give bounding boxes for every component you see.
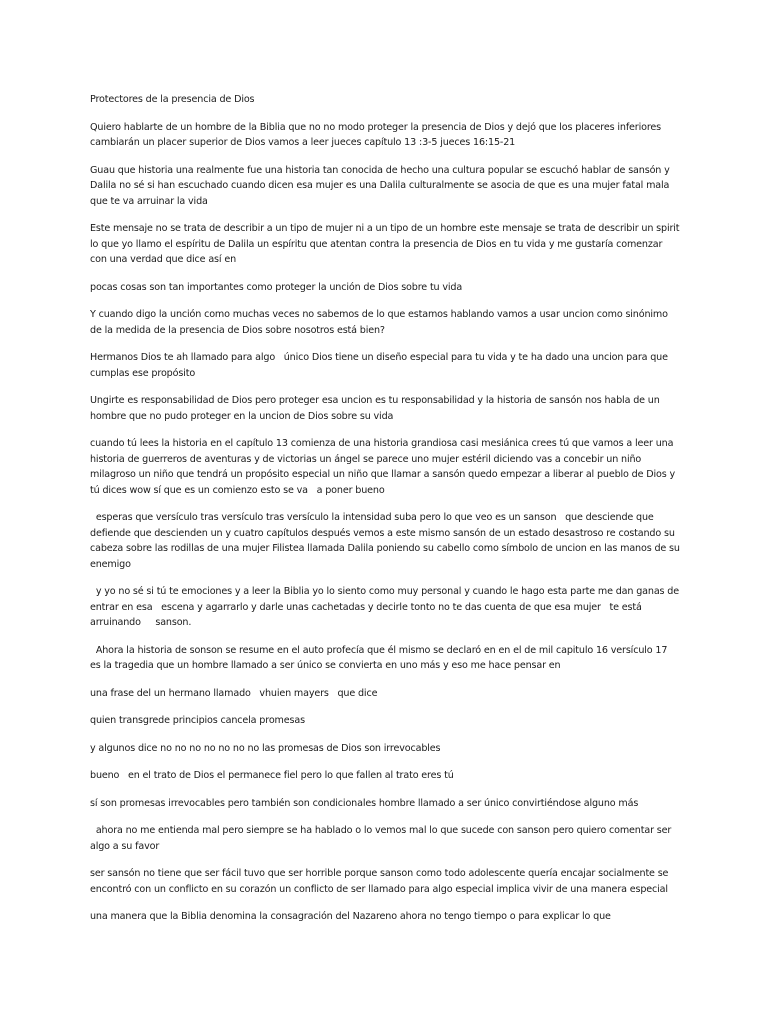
paragraph: Ungirte es responsabilidad de Dios pero proteger esa uncion es tu responsabilidad y la historia de sansón nos habla de un hombre que no pudo proteger en la uncion de Dios sobre su vida	[90, 395, 663, 422]
paragraph: y yo no sé si tú te emociones y a leer la Biblia yo lo siento como muy personal y cuando le hago esta parte me dan ganas de entrar en esa escena y agarrarlo y darle unas cachetadas y decirle tonto no te das cuenta de que esa mujer te está arruinando sanson.	[90, 586, 682, 628]
paragraph: ahora no me entienda mal pero siempre se ha hablado o lo vemos mal lo que sucede con sanson pero quiero comentar ser algo a su favor	[90, 825, 675, 852]
paragraph: bueno en el trato de Dios el permanece fiel pero lo que fallen al trato eres tú	[90, 770, 454, 781]
paragraph-list	[90, 120, 683, 925]
paragraph: pocas cosas son tan importantes como proteger la unción de Dios sobre tu vida	[90, 281, 463, 293]
paragraph: esperas que versículo tras versículo tras versículo la intensidad suba pero lo que veo es un sanson que desciende que defiende que descienden un y cuatro capítulos después vemos a este mismo sansón de un estado desastroso re costando su cabeza sobre las rodillas de una mujer Filistea llamada Dalila poniendo su cabello como símbolo de uncion en las manos de su enemigo	[90, 512, 683, 570]
document-title: Protectores de la presencia de Dios	[90, 94, 255, 105]
paragraph: quien transgrede principios cancela promesas	[90, 715, 305, 726]
paragraph: Y cuando digo la unción como muchas veces no sabemos de lo que estamos hablando vamos a usar uncion como sinónimo de la medida de la presencia de Dios sobre nosotros está bien?	[90, 309, 671, 336]
paragraph: Ahora la historia de sonson se resume en el auto profecía que él mismo se declaró en en el de mil capitulo 16 versículo 17 es la tragedia que un hombre llamado a ser único se convierta en uno más y eso me hace pensar en	[90, 644, 671, 671]
paragraph: Este mensaje no se trata de describir a un tipo de mujer ni a un tipo de un hombre este mensaje se trata de describir un spirit lo que yo llamo el espíritu de Dalila un espíritu que atentan contra la presencia de Dios en tu vida y me gustaría comenzar con una verdad que dice así en	[90, 223, 683, 265]
paragraph: sí son promesas irrevocables pero también son condicionales hombre llamado a ser único convirtiéndose alguno más	[90, 797, 639, 809]
paragraph: una frase del un hermano llamado vhuien mayers que dice	[90, 687, 378, 699]
paragraph: una manera que la Biblia denomina la consagración del Nazareno ahora no tengo tiempo o para explicar lo que	[90, 911, 611, 922]
paragraph: y algunos dice no no no no no no no las promesas de Dios son irrevocables	[90, 742, 441, 754]
paragraph: ser sansón no tiene que ser fácil tuvo que ser horrible porque sanson como todo adolescente quería encajar socialmente se encontró con un conflicto en su corazón un conflicto de ser llamado para algo especial implica vivir de una manera especial	[90, 868, 672, 895]
paragraph: Guau que historia una realmente fue una historia tan conocida de hecho una cultura popular se escuchó hablar de sansón y Dalila no sé si han escuchado cuando dicen esa mujer es una Dalila culturalmente se asocia de que es una mujer fatal mala que te va arruinar la vida	[90, 164, 673, 207]
document-body	[90, 92, 683, 937]
paragraph: Quiero hablarte de un hombre de la Biblia que no no modo proteger la presencia de Dios y dejó que los placeres inferiores cambiarán un placer superior de Dios vamos a leer jueces capítulo 13 :3-5 jueces 16:15-21	[90, 121, 664, 148]
paragraph: cuando tú lees la historia en el capítulo 13 comienza de una historia grandiosa casi mesiánica crees tú que vamos a leer una historia de guerreros de aventuras y de victorias un ángel se parece uno mujer estéril diciendo vas a concebir un niño milagroso un niño que tendrá un propósito especial un niño que llamar a sansón quedo empezar a liberar al pueblo de Dios y tú dices wow sí que es un comienzo esto se va a poner bueno	[90, 438, 678, 496]
paragraph: Hermanos Dios te ah llamado para algo único Dios tiene un diseño especial para tu vida y te ha dado una uncion para que cumplas ese propósito	[90, 352, 671, 379]
